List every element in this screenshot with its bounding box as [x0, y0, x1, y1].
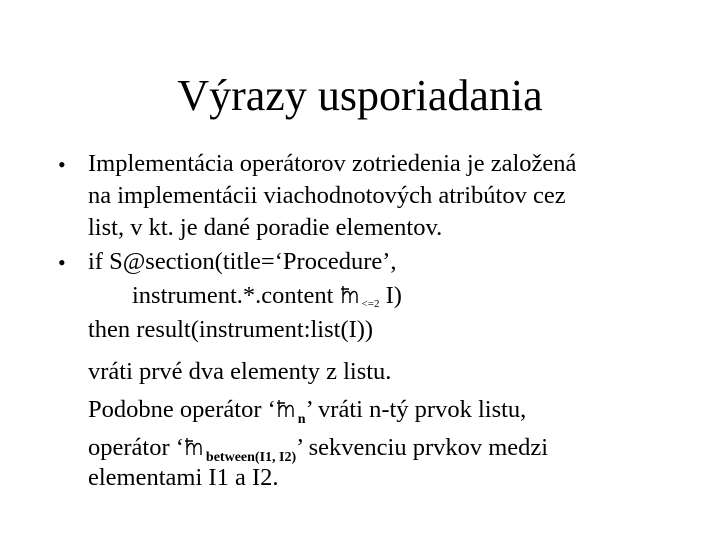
bullet-2-line-7: elementami I1 a I2. [88, 464, 279, 491]
operator-subscript-between: between(I1, I2) [205, 450, 297, 465]
bullet-1-line-3: list, v kt. je dané poradie elementov. [88, 214, 443, 241]
bullet-2-line-4: vráti prvé dva elementy z listu. [88, 358, 392, 385]
operator-subscript: <=2 [361, 298, 380, 310]
order-operator-icon [340, 284, 362, 306]
line5-prefix: Podobne operátor ‘ [88, 396, 276, 423]
bullet-2-line-6 [88, 433, 548, 463]
bullet-2-line-5 [88, 395, 526, 425]
bullet-2-line-2 [132, 281, 402, 311]
line5-suffix: ’ vráti n-tý prvok listu, [305, 396, 527, 423]
operator-subscript-n: n [297, 412, 306, 427]
bullet-1-line-2: na implementácii viachodnotových atribútov cez [88, 182, 566, 209]
order-operator-icon [276, 398, 298, 420]
bullet-2-line-3: then result(instrument:list(I)) [88, 316, 374, 343]
bullet-2-line-1: if S@section(title=‘Procedure’, [88, 248, 397, 275]
line6-suffix: ’ sekvenciu prvkov medzi [296, 434, 549, 461]
line6-prefix: operátor ‘ [88, 434, 184, 461]
bullet-marker-2: • [58, 250, 66, 275]
bullet-marker-1: • [58, 152, 66, 177]
content-var-text: I) [379, 282, 402, 309]
order-operator-icon [184, 436, 206, 458]
content-path-text: instrument.*.content [132, 282, 334, 309]
slide-title: Výrazy usporiadania [177, 71, 543, 120]
bullet-1-line-1: Implementácia operátorov zotriedenia je založená [88, 150, 577, 177]
